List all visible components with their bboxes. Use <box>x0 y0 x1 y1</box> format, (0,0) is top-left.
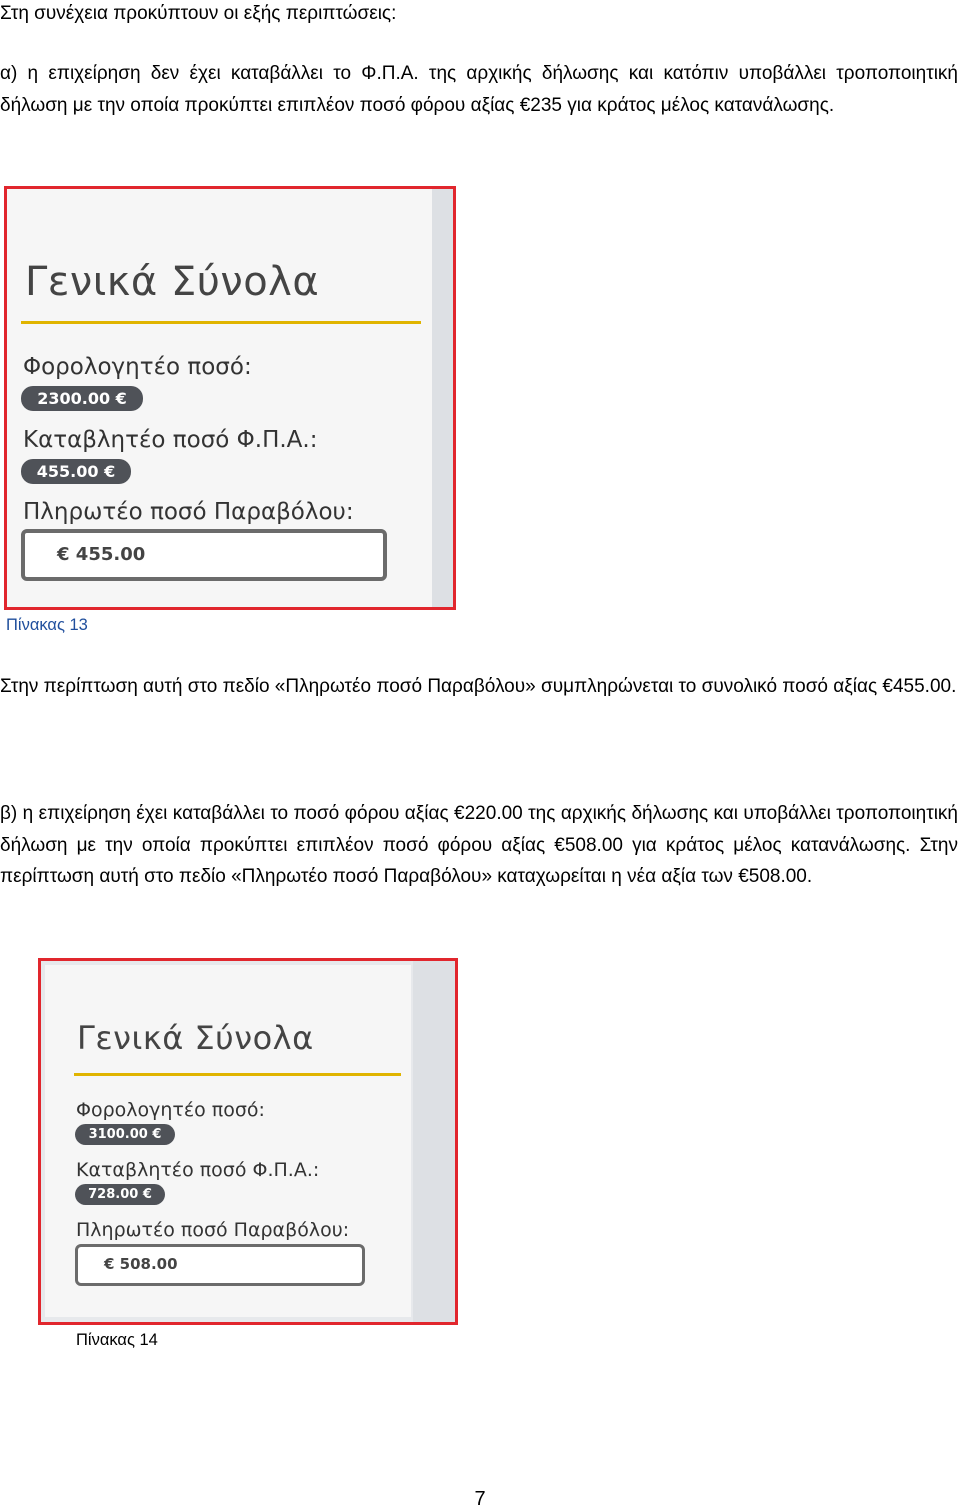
vat-amount-badge: 728.00 € <box>75 1184 165 1205</box>
case-b-text: β) η επιχείρηση έχει καταβάλλει το ποσό φόρου αξίας €220.00 της αρχικής δήλωσης και υποβάλλει τροποποιητική δήλωση με την οποία προκύπτει επιπλέον ποσό φόρου αξίας €508.00 για κράτος μέλος κατανάλωσης. Στην περίπτωση αυτή στο πεδίο «Πληρωτέο ποσό Παραβόλου» καταχωρείται η νέα αξία των €508.00. <box>0 803 958 887</box>
page-number: 7 <box>474 1488 486 1510</box>
intro-text: Στη συνέχεια προκύπτουν οι εξής περιπτώσεις: <box>0 3 397 24</box>
taxable-amount-badge: 3100.00 € <box>75 1124 175 1145</box>
vat-amount-badge: 455.00 € <box>21 459 131 484</box>
vat-amount-label: Καταβλητέο ποσό Φ.Π.Α.: <box>76 1159 320 1181</box>
fee-amount-label: Πληρωτέο ποσό Παραβόλου: <box>76 1219 350 1241</box>
title-underline <box>21 321 421 324</box>
title-underline <box>74 1073 401 1076</box>
panel-title: Γενικά Σύνολα <box>77 1019 314 1057</box>
scrollbar-track <box>432 189 453 607</box>
taxable-amount-label: Φορολογητέο ποσό: <box>23 354 252 380</box>
taxable-amount-label: Φορολογητέο ποσό: <box>76 1099 265 1121</box>
case-a-result-text: Στην περίπτωση αυτή στο πεδίο «Πληρωτέο ποσό Παραβόλου» συμπληρώνεται το συνολικό ποσό αξίας €455.00. <box>0 676 957 697</box>
figure-caption-14: Πίνακας 14 <box>76 1331 158 1349</box>
fee-amount-field[interactable]: € 455.00 <box>21 529 387 581</box>
taxable-amount-badge: 2300.00 € <box>21 386 143 411</box>
panel-title: Γενικά Σύνολα <box>25 259 320 305</box>
scrollbar-track <box>413 961 455 1322</box>
fee-amount-label: Πληρωτέο ποσό Παραβόλου: <box>23 499 354 525</box>
fee-amount-field[interactable]: € 508.00 <box>75 1244 365 1286</box>
totals-screenshot-1 <box>4 186 456 610</box>
figure-caption-13: Πίνακας 13 <box>6 616 88 634</box>
case-a-text: α) η επιχείρηση δεν έχει καταβάλλει το Φ.Π.Α. της αρχικής δήλωσης και κατόπιν υποβάλλει τροποποιητική δήλωση με την οποία προκύπτει επιπλέον ποσό φόρου αξίας €235 για κράτος μέλος κατανάλωσης. <box>0 63 958 116</box>
totals-screenshot-2 <box>38 958 458 1325</box>
vat-amount-label: Καταβλητέο ποσό Φ.Π.Α.: <box>23 427 318 453</box>
